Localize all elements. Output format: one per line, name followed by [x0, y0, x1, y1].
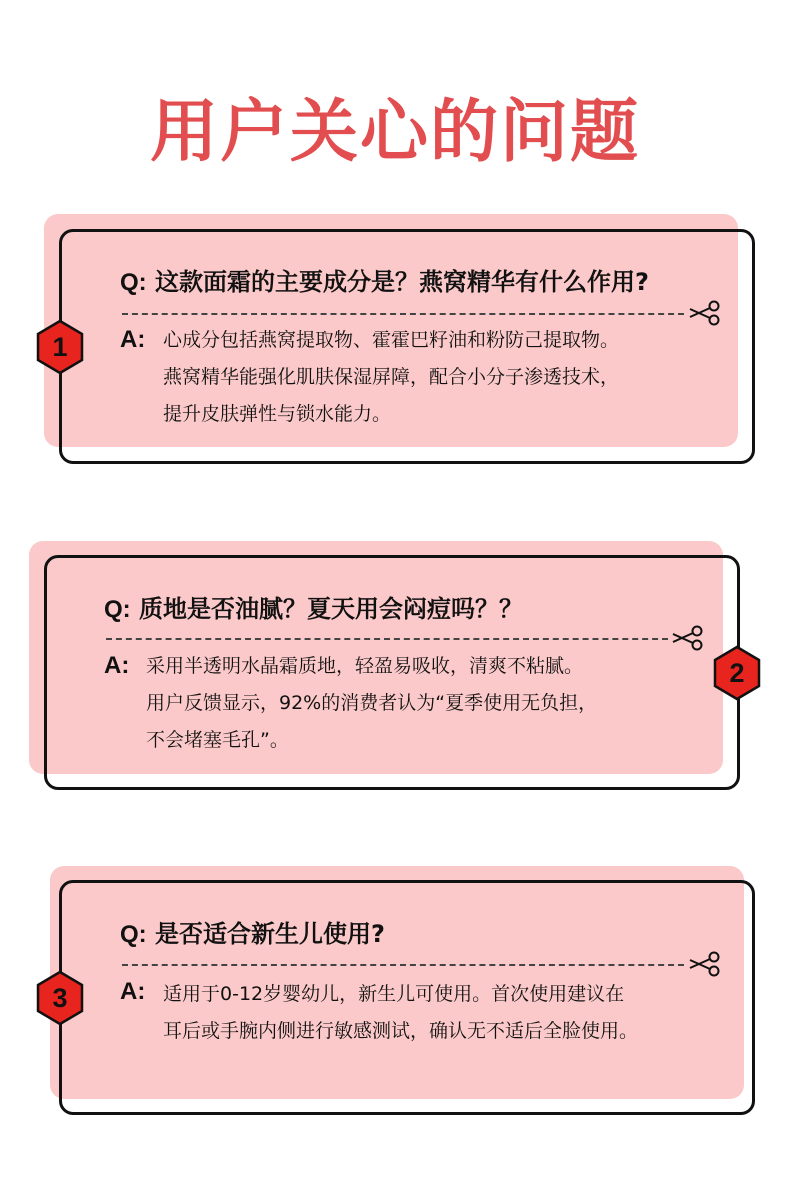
number-badge-2: [712, 645, 762, 701]
scissors-icon: [671, 625, 705, 651]
badge-number: 1: [52, 331, 68, 362]
scissors-icon: [688, 951, 722, 977]
badge-number: 3: [52, 982, 68, 1013]
answer-prefix: A:: [120, 326, 146, 353]
dashed-divider: [122, 313, 684, 315]
question-prefix: Q:: [120, 921, 147, 948]
question-text: 这款面霜的主要成分是？燕窝精华有什么作用?: [155, 268, 649, 296]
answer-line: 用户反馈显示，92%的消费者认为“夏季使用无负担，: [146, 692, 598, 714]
question-text: 是否适合新生儿使用?: [155, 920, 385, 948]
answer-line: 适用于0-12岁婴幼儿，新生儿可使用。首次使用建议在: [163, 983, 625, 1005]
question-1: [120, 262, 649, 297]
answer-line: 采用半透明水晶霜质地，轻盈易吸收，清爽不粘腻。: [146, 655, 584, 677]
question-prefix: Q:: [104, 596, 131, 623]
number-badge-1: [35, 319, 85, 375]
answer-prefix: A:: [104, 652, 130, 679]
answer-line: 不会堵塞毛孔”。: [146, 729, 289, 751]
dashed-divider: [106, 638, 668, 640]
answer-prefix: A:: [120, 978, 146, 1005]
question-3: [120, 914, 385, 949]
question-text: 质地是否油腻？夏天用会闷痘吗？？: [139, 595, 524, 623]
question-prefix: Q:: [120, 269, 147, 296]
page-title: 用户关心的问题: [149, 93, 640, 172]
answer-1: [163, 322, 619, 433]
scissors-icon: [688, 300, 722, 326]
answer-2: [146, 648, 597, 759]
dashed-divider: [122, 964, 684, 966]
answer-line: 提升皮肤弹性与锁水能力。: [163, 403, 392, 425]
answer-line: 耳后或手腕内侧进行敏感测试，确认无不适后全脸使用。: [163, 1020, 639, 1042]
question-2: [104, 589, 523, 624]
badge-number: 2: [729, 657, 745, 688]
answer-3: [163, 976, 638, 1050]
answer-line: 燕窝精华能强化肌肤保湿屏障，配合小分子渗透技术，: [163, 366, 620, 388]
answer-line: 心成分包括燕窝提取物、霍霍巴籽油和粉防己提取物。: [163, 329, 620, 351]
number-badge-3: [35, 970, 85, 1026]
